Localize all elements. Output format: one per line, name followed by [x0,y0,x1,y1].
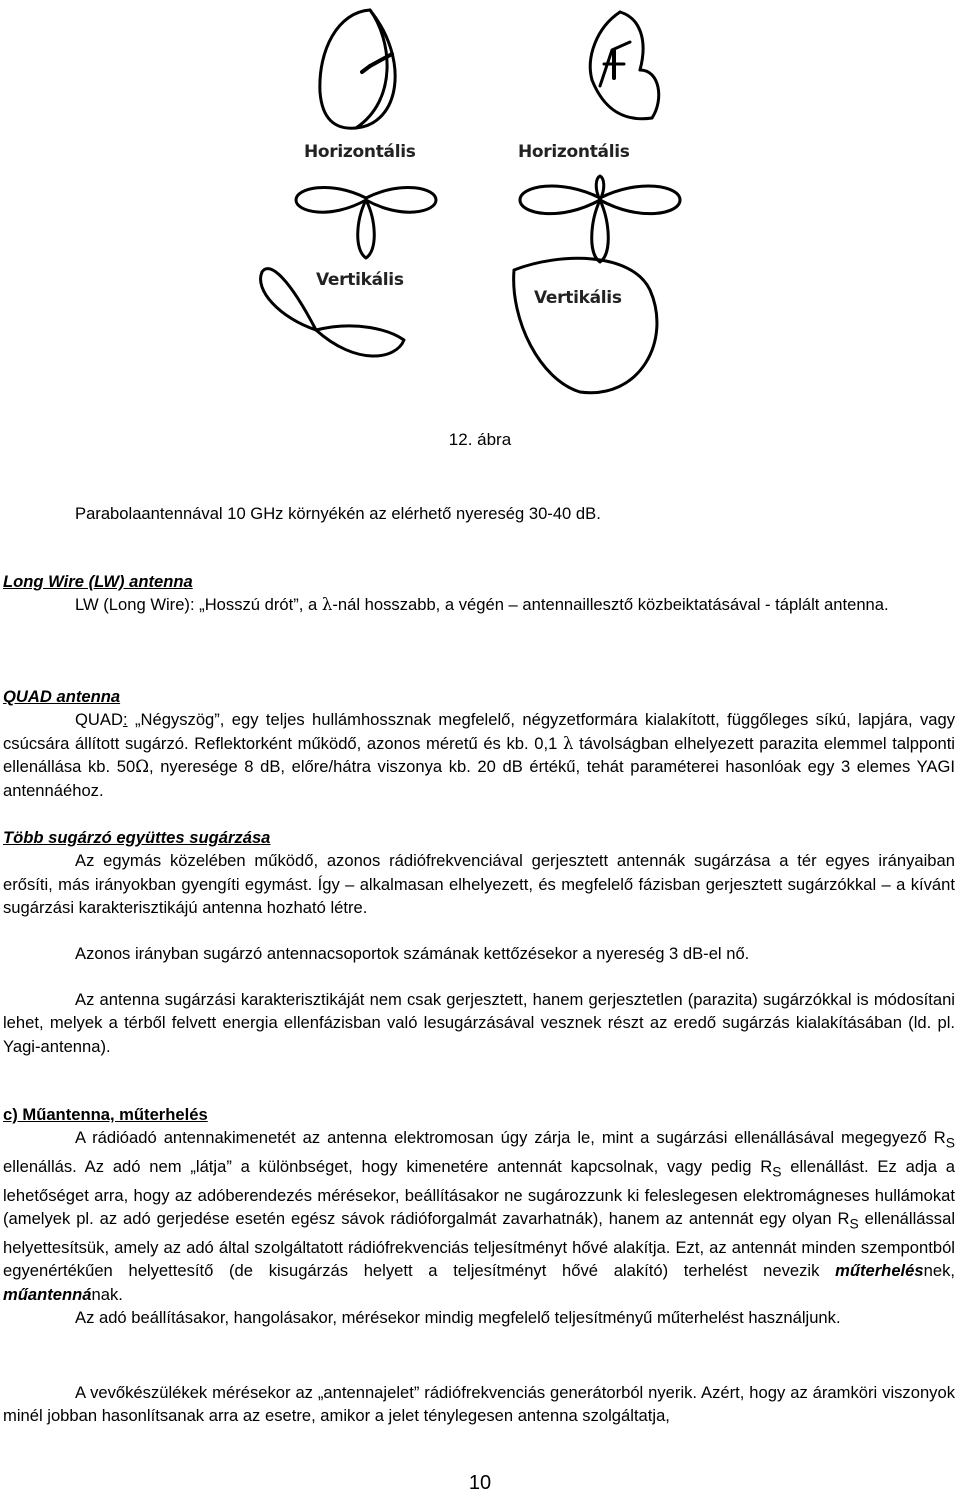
dummy-text-e: nek, [923,1261,955,1281]
rs-subscript: S [849,1215,859,1232]
right-horizontal-label: Horizontális [518,142,630,162]
lambda-symbol: λ [321,595,333,615]
receiver-text: A vevőkészülékek mérésekor az „antennajelet” rádiófrekvenciás generátorból nyerik. Azért, hogy az áramköri viszonyok minél jobban hasonlítsanak arra az esetre, amikor a jelet ténylegesen antenna szolgáltatja, [3,1383,955,1426]
quad-text-c: távolságban elhelyezett parazita elemmel talpponti ellenállása kb. 50 [3,733,955,777]
lw-text-a: LW (Long Wire): „Hosszú drót”, a [75,595,322,615]
quad-heading: QUAD antenna [3,687,121,706]
right-vertical-pattern [514,258,657,392]
quad-text-b: „Négyszög”, egy teljes hullámhossznak megfelelő, négyzetformára kialakított, függőleges síkú, lapjára, vagy csúcsára állított sugárzó. Reflektorként működő, azonos méretű és kb. 0,1 [3,710,955,753]
multi-paragraph: Az egymás közelében működő, azonos rádiófrekvenciával gerjesztett antennák sugárzása a tér egyes irányaiban erősíti, más irányokban gyengíti egymást. Így – alkalmasan elhelyezett, és megfelelő fázisban gerjesztett sugárzókkal – a kívánt sugárzási karakterisztikájú antenna hozható létre. [3,851,955,918]
paragraph-parasitic [3,988,955,1058]
lw-text-b: -nál hosszabb, a végén – antennaillesztő közbeiktatásával - táplált antenna. [332,595,889,615]
section-quad [3,685,955,802]
section-multiple-radiators [3,826,955,920]
parabola-text: Parabolaantennával 10 GHz környékén az elérhető nyereség 30-40 dB. [75,504,601,523]
dummy-text-a: A rádióadó antennakimenetét az antenna elektromosan úgy zárja le, mint a sugárzási ellenállásával megegyező R [75,1128,946,1148]
rs-subscript: S [945,1134,955,1151]
dummy-paragraph-2: Az adó beállításakor, hangolásakor, mérésekor mindig megfelelő teljesítményű műterhelést használjunk. [75,1308,841,1328]
quad-text-a: QUAD [75,710,123,730]
term-muantenna: műantenná [3,1284,92,1304]
lw-paragraph [3,593,955,616]
left-horizontal-pattern [296,187,436,258]
dummy-heading: c) Műantenna, műterhelés [3,1105,208,1124]
left-horizontal-label: Horizontális [304,142,416,162]
section-long-wire [3,570,955,617]
parasitic-text: Az antenna sugárzási karakterisztikáját nem csak gerjesztett, hanem gerjesztetlen (parazita) sugárzókkal is módosítani lehet, melyek a térből felvett energia ellenfázisban való lesugárzásával vesznek részt az eredő sugárzás kialakításában (ld. pl. Yagi-antenna). [3,990,955,1056]
term-muterheles: műterhelés [835,1261,924,1281]
same-direction-text: Azonos irányban sugárzó antennacsoportok számának kettőzésekor a nyereség 3 dB-el nő. [75,944,750,963]
rs-subscript: S [772,1163,782,1180]
quad-colon: : [122,710,128,730]
lw-heading: Long Wire (LW) antenna [3,572,193,591]
figure-caption: 12. ábra [448,430,512,449]
paragraph-parabola [3,502,955,525]
dummy-text-b: ellenállás. Az adó nem „látja” a különbséget, hogy kimenetére antennát kapcsolnak, vagy pedig R [3,1157,773,1177]
radiation-pattern-drawing [0,0,960,420]
reflector-cylinder-3d [590,12,658,119]
dummy-text-d: ellenállással helyettesítsük, amely az adó által szolgáltatott rádiófrekvenciás teljesítményt hővé alakítja. Ezt, az antennát minden szempontból egyenértékűen helyettesítő (de kisugárzás helyett a teljesítményt hővé alakító) terhelést nevezik [3,1209,955,1281]
lambda-symbol-quad: λ [562,733,574,753]
page-number: 10 [468,1472,492,1494]
quad-paragraph [3,708,955,802]
paragraph-same-direction [3,942,955,965]
quad-text-d: , nyeresége 8 dB, előre/hátra viszonya kb. 20 dB értékű, tehát paraméterei hasonlóak egy 3 elemes YAGI antennáéhoz. [3,757,955,800]
left-vertical-label: Vertikális [316,270,404,290]
omega-symbol: Ω [135,757,149,777]
dipole-sphere-3d [320,10,395,128]
dummy-text-c: ellenállást. Ez adja a lehetőséget arra, hogy az adóberendezés mérésekor, beállításakor ne sugározzunk ki feleslegesen elektromágneses hullámokat (amelyek pl. az adó gerjedése esetén egész sávok rádióforgalmát zavarhatnák), hanem az antennát egy olyan R [3,1157,955,1229]
radiation-pattern-figure [0,0,960,420]
dummy-paragraph [3,1126,955,1306]
paragraph-receiver [3,1381,955,1428]
right-vertical-label: Vertikális [534,288,622,308]
dummy-text-f: nak. [91,1284,123,1304]
right-horizontal-pattern [520,176,680,262]
section-dummy-load [3,1103,955,1330]
multi-heading: Több sugárzó együttes sugárzása [3,828,271,847]
